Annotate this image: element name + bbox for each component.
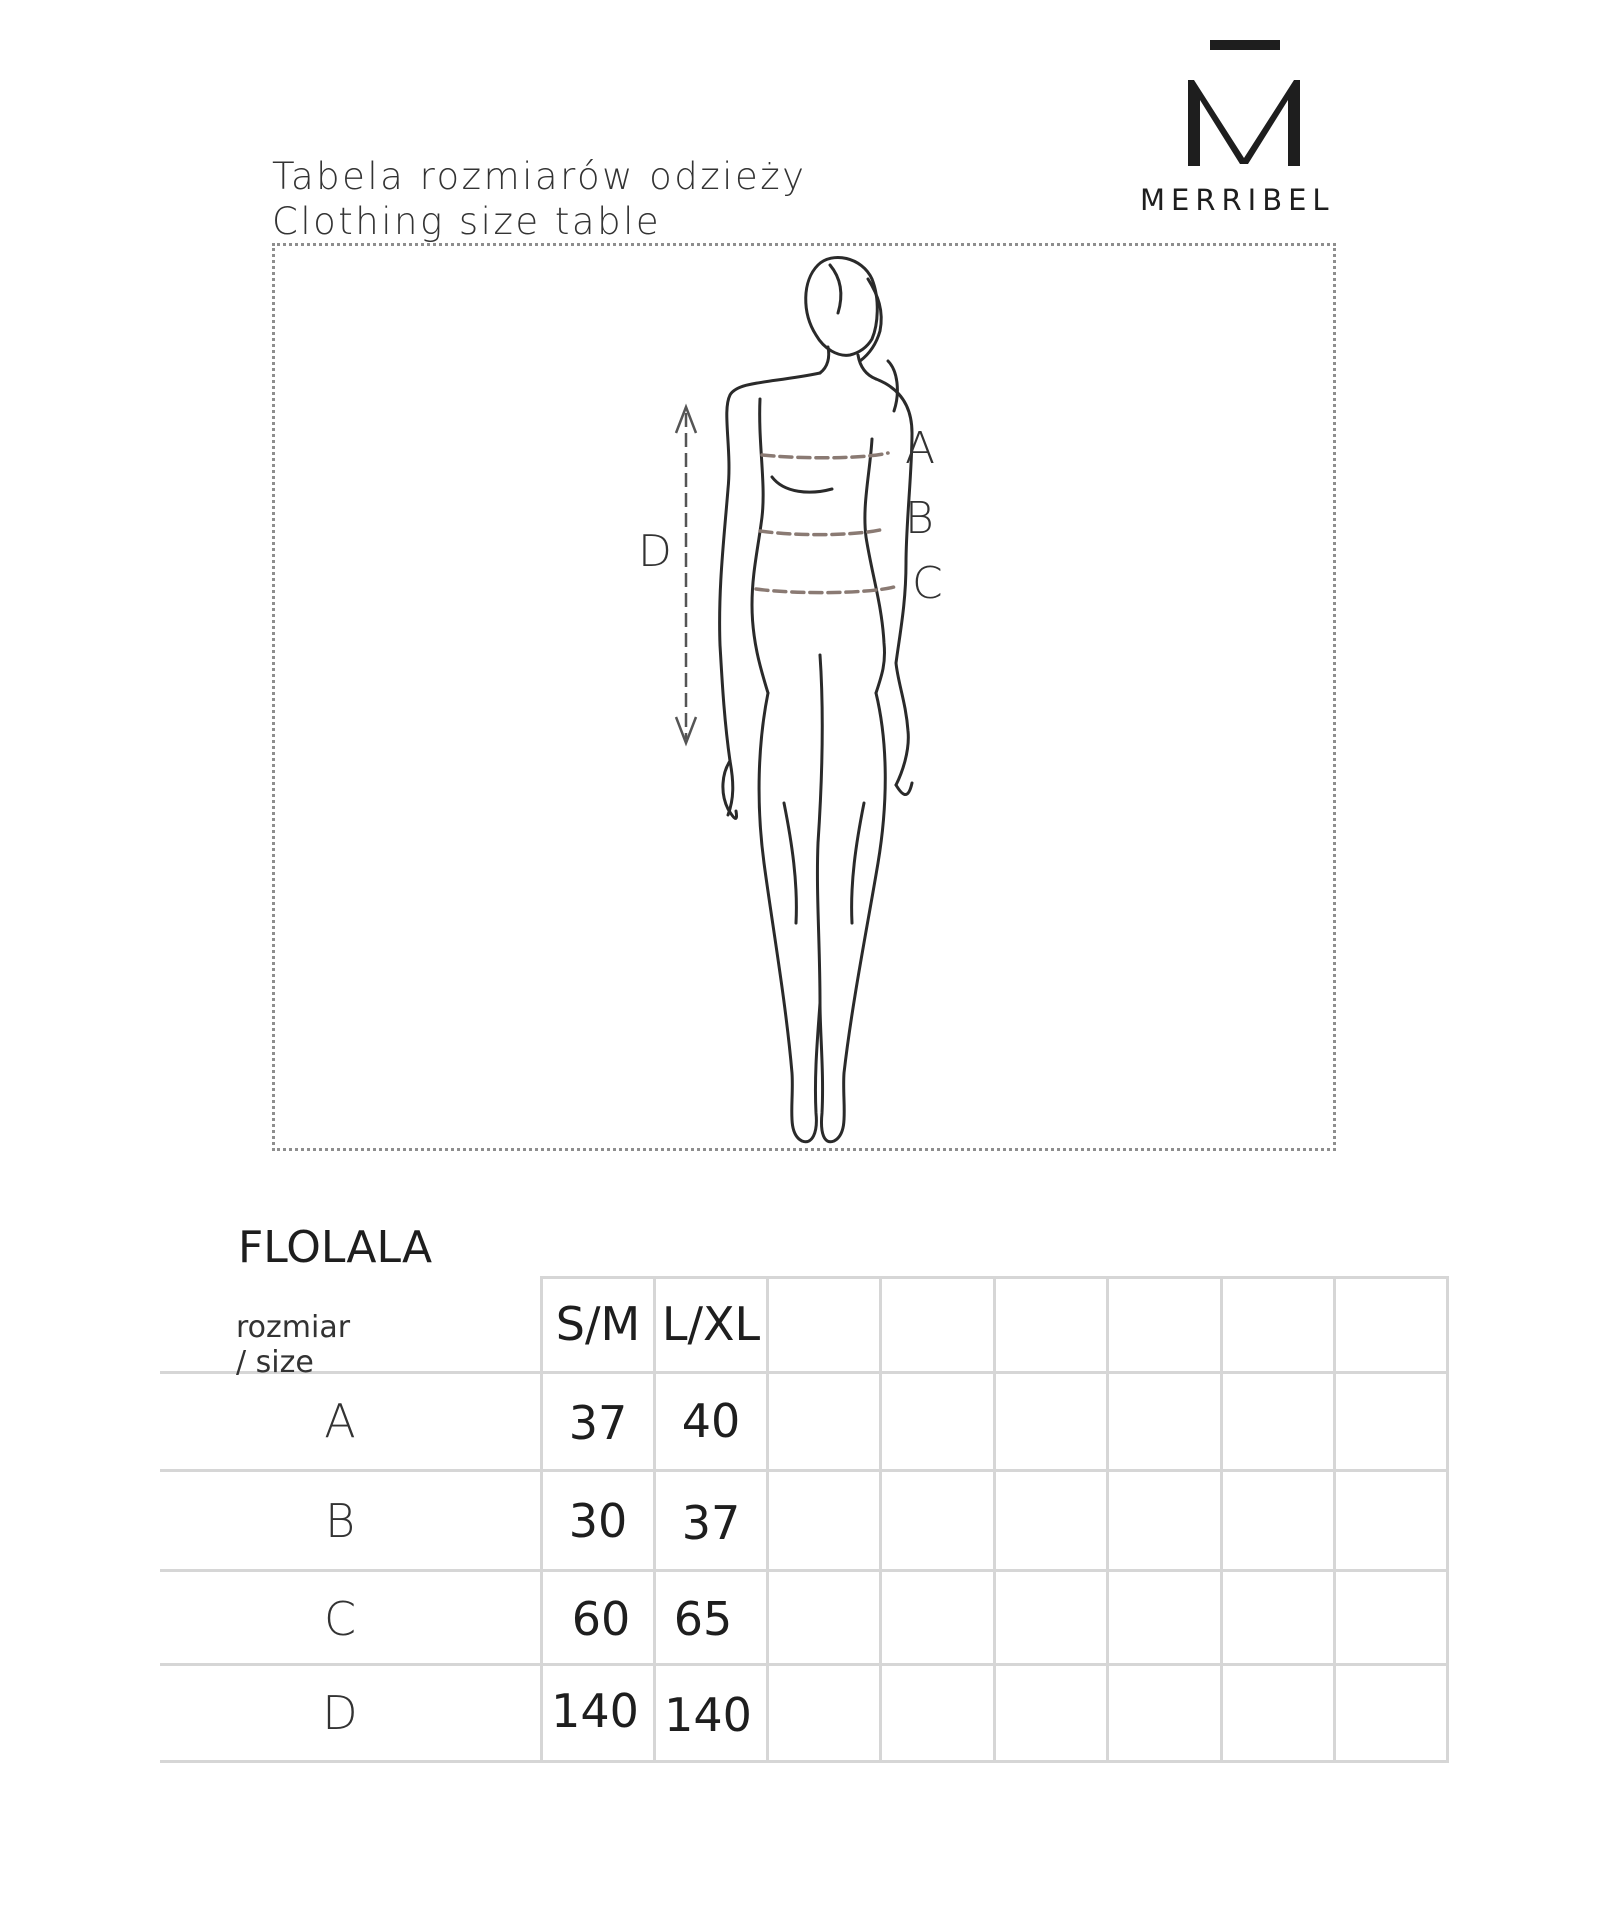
figure-label-c: C <box>912 558 943 609</box>
table-cell: 65 <box>673 1592 733 1646</box>
table-column-divider <box>1333 1276 1336 1763</box>
figure-label-b: B <box>905 493 934 544</box>
figure-label-d: D <box>638 526 672 577</box>
table-row-divider <box>160 1371 1449 1374</box>
figure-label-a: A <box>905 423 936 474</box>
row-label-c: C <box>323 1592 357 1646</box>
table-column-divider <box>766 1276 769 1763</box>
product-name: FLOLALA <box>238 1222 433 1273</box>
table-cell: 60 <box>571 1592 631 1646</box>
table-column-divider <box>1220 1276 1223 1763</box>
table-cell: 140 <box>551 1684 639 1738</box>
body-figure-illustration <box>272 243 1336 1151</box>
table-cell: 40 <box>681 1394 741 1448</box>
table-cell: 37 <box>681 1496 741 1550</box>
row-label-a: A <box>324 1394 356 1448</box>
table-column-divider <box>993 1276 996 1763</box>
table-row-divider <box>160 1469 1449 1472</box>
table-cell: 37 <box>568 1396 628 1450</box>
table-row-divider <box>160 1569 1449 1572</box>
row-label-d: D <box>322 1686 358 1740</box>
title-polish: Tabela rozmiarów odzieży <box>272 155 807 198</box>
column-header-sm: S/M <box>555 1297 641 1351</box>
title-english: Clothing size table <box>272 200 662 243</box>
table-column-divider <box>879 1276 882 1763</box>
column-header-lxl: L/XL <box>661 1297 761 1351</box>
table-border-bottom <box>160 1760 1449 1763</box>
brand-monogram-icon <box>1140 36 1360 166</box>
row-label-b: B <box>324 1494 356 1548</box>
table-cell: 140 <box>664 1688 752 1742</box>
brand-logo <box>1140 36 1360 226</box>
table-column-divider <box>1106 1276 1109 1763</box>
brand-name: MERRIBEL <box>1140 183 1335 217</box>
table-cell: 30 <box>568 1494 628 1548</box>
table-row-divider <box>160 1663 1449 1666</box>
table-column-divider <box>1446 1276 1449 1763</box>
size-column-label: rozmiar / size <box>236 1310 351 1380</box>
